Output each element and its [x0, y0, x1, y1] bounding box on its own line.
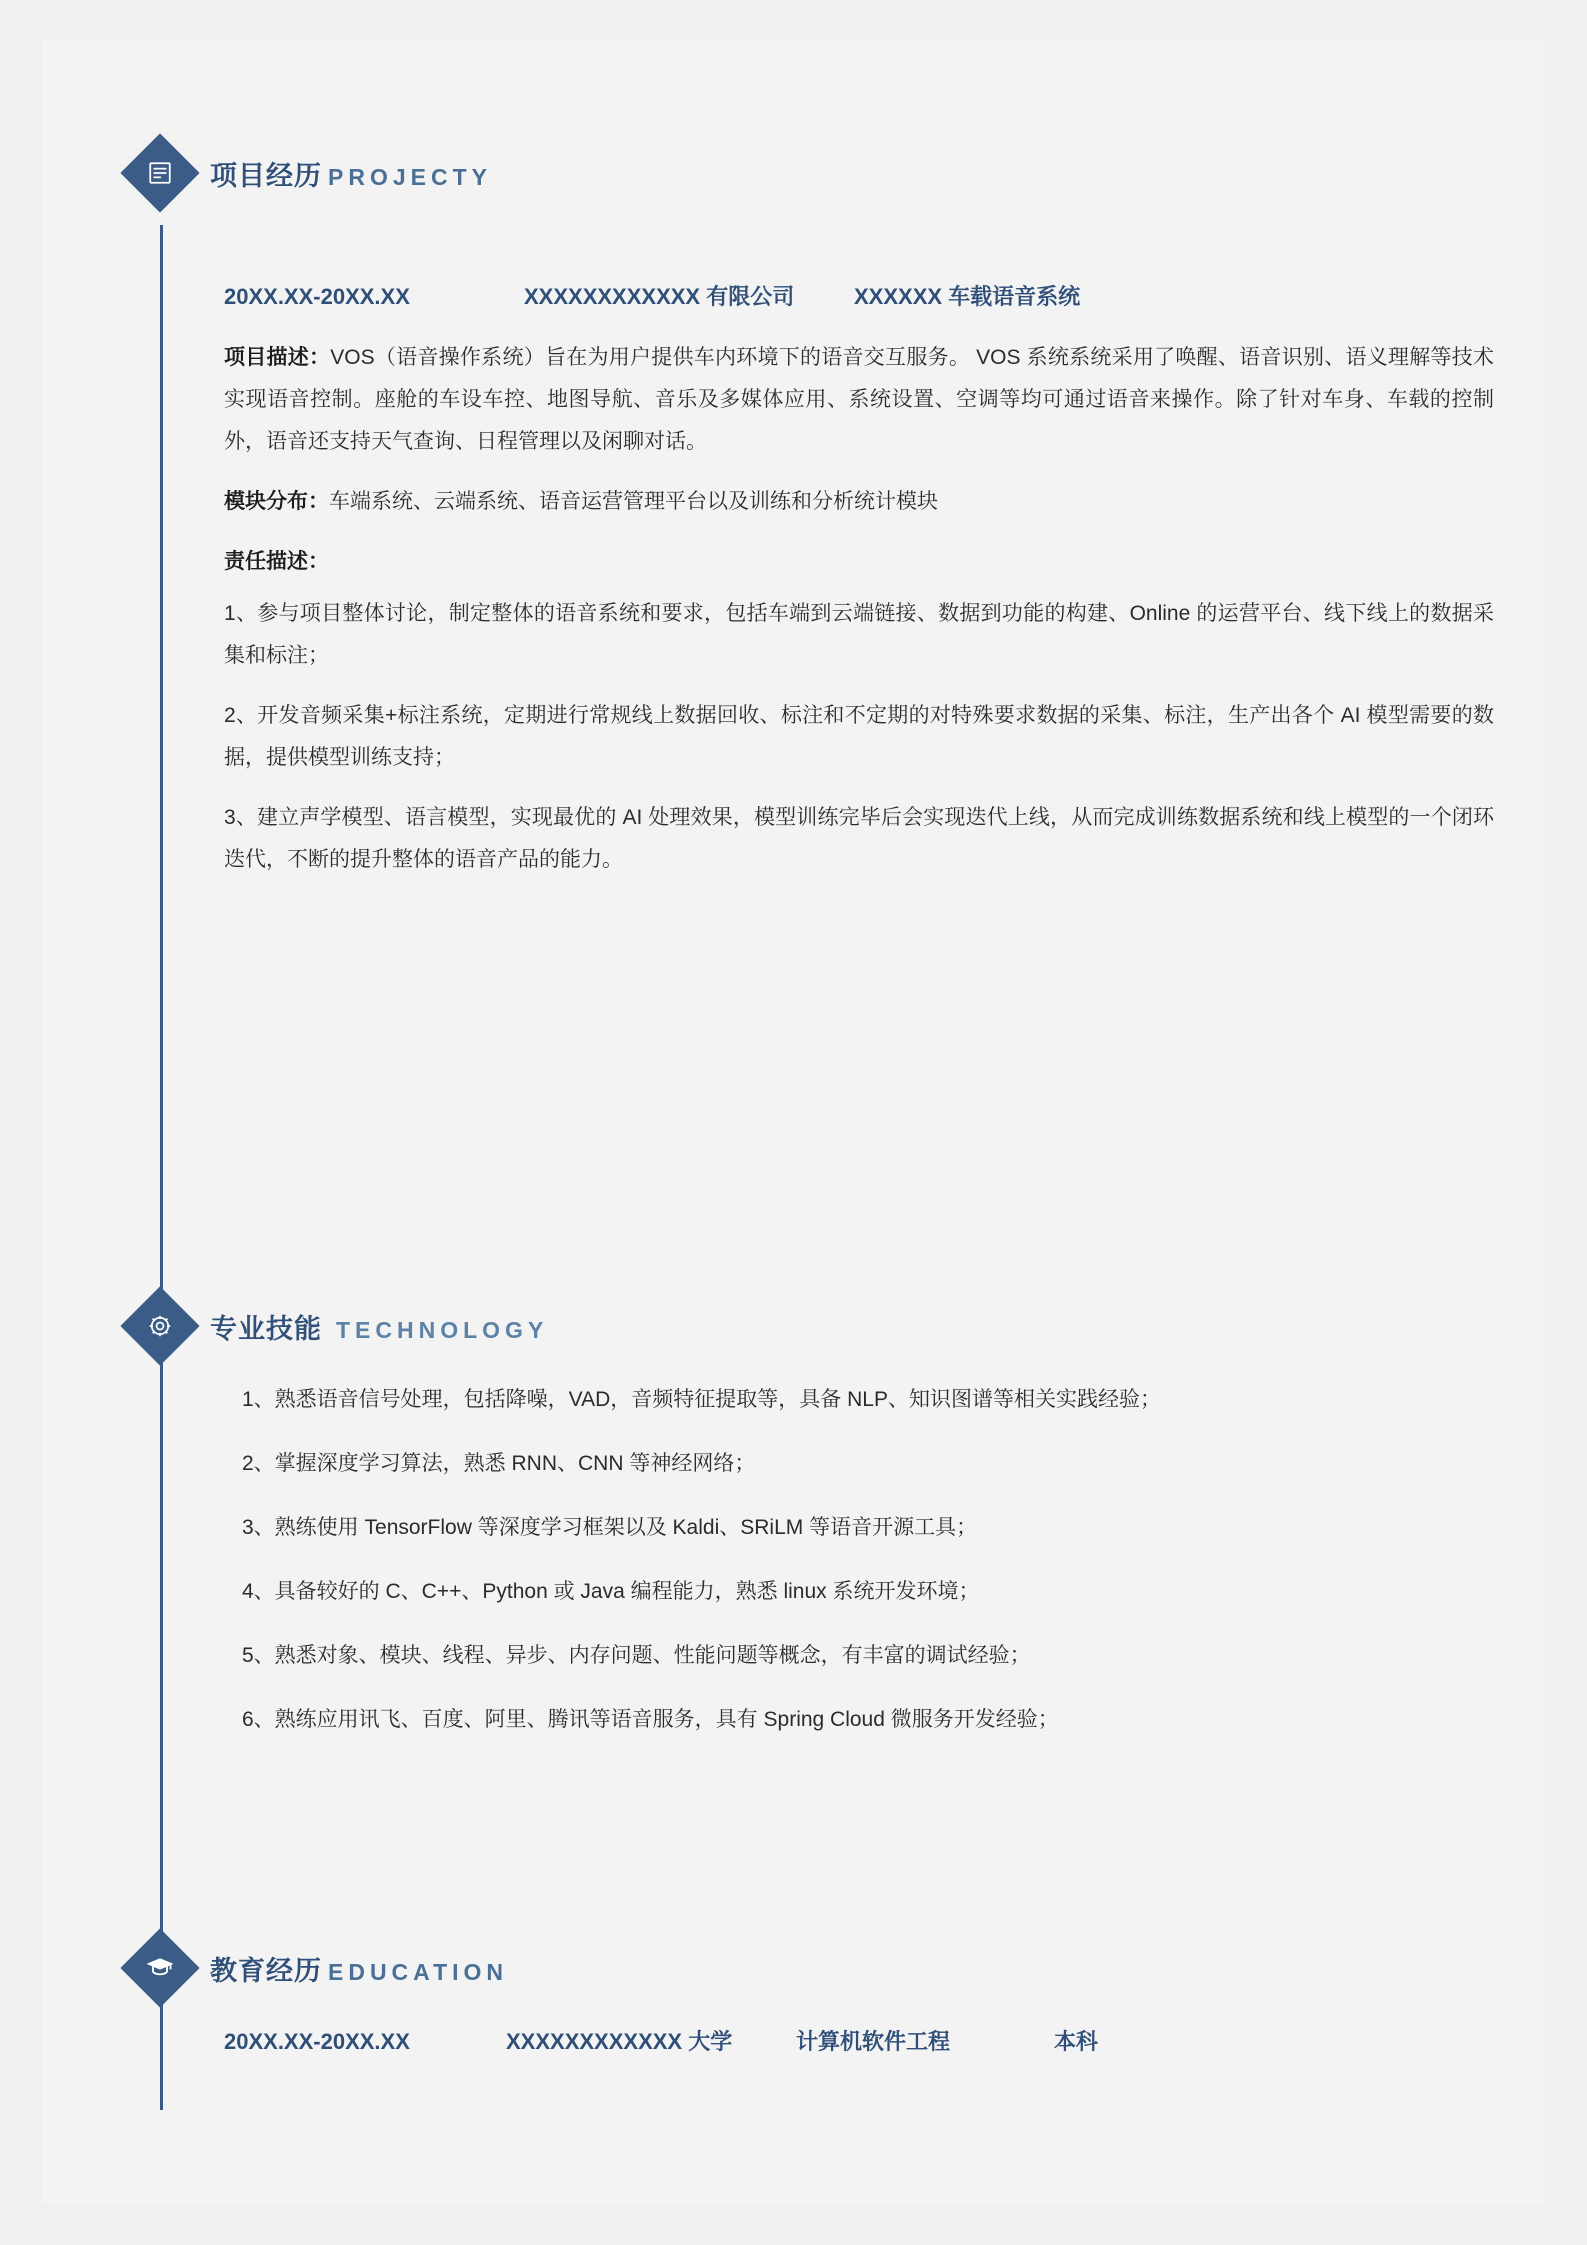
resume-sheet [42, 40, 1545, 2205]
project-duty-item: 3、建立声学模型、语言模型，实现最优的 AI 处理效果，模型训练完毕后会实现迭代上线，从而完成训练数据系统和线上模型的一个闭环迭代，不断的提升整体的语音产品的能力。 [224, 806, 1494, 871]
project-meta-row [224, 280, 1494, 311]
technology-content [224, 1380, 1494, 1764]
project-modules-text: 车端系统、云端系统、语音运营管理平台以及训练和分析统计模块 [329, 490, 938, 513]
skill-item: 1、熟悉语音信号处理，包括降噪，VAD，音频特征提取等，具备 NLP、知识图谱等相关实践经验； [242, 1388, 1161, 1411]
section-title-technology [210, 1307, 548, 1346]
project-modules-label: 模块分布： [224, 490, 329, 513]
project-date: 20XX.XX-20XX.XX [224, 284, 410, 309]
skill-item: 5、熟悉对象、模块、线程、异步、内存问题、性能问题等概念，有丰富的调试经验； [242, 1644, 1031, 1667]
section-title-en: PROJECTY [328, 163, 492, 190]
project-description-text: VOS（语音操作系统）旨在为用户提供车内环境下的语音交互服务。 VOS 系统系统采用了唤醒、语音识别、语义理解等技术实现语音控制。座舱的车设车控、地图导航、音乐及多媒体应用、系统设置、空调等均可通过语音来操作。除了针对车身、车载的控制外，语音还支持天气查询、日程管理以及闲聊对话。 [224, 346, 1494, 453]
section-header-education [160, 1940, 508, 1996]
project-name: XXXXXX 车载语音系统 [854, 284, 1081, 309]
education-row [224, 2025, 1494, 2056]
section-title-cn: 项目经历 [210, 160, 322, 191]
timeline-rail [160, 225, 163, 2110]
section-title-cn: 教育经历 [210, 1955, 322, 1986]
skill-item: 6、熟练应用讯飞、百度、阿里、腾讯等语音服务，具有 Spring Cloud 微服务开发经验； [242, 1708, 1059, 1731]
project-description [224, 337, 1494, 463]
project-duty-item: 1、参与项目整体讨论，制定整体的语音系统和要求，包括车端到云端链接、数据到功能的构建、Online 的运营平台、线下线上的数据采集和标注； [224, 602, 1494, 667]
education-content [224, 2025, 1494, 2056]
section-title-en: EDUCATION [328, 1958, 509, 1985]
section-title-project [210, 154, 492, 193]
project-modules [224, 481, 1494, 523]
section-title-education [210, 1949, 508, 1988]
skill-item: 2、掌握深度学习算法，熟悉 RNN、CNN 等神经网络； [242, 1452, 756, 1475]
document-list-icon-glyph [132, 145, 188, 201]
section-title-cn: 专业技能 [210, 1313, 322, 1344]
project-description-label: 项目描述： [224, 346, 331, 369]
project-company: XXXXXXXXXXXX 有限公司 [524, 284, 795, 309]
gear-icon [120, 1286, 199, 1365]
project-content [224, 280, 1494, 899]
education-major: 计算机软件工程 [796, 2029, 951, 2054]
education-school: XXXXXXXXXXXX 大学 [506, 2029, 733, 2054]
graduation-cap-icon [120, 1928, 199, 2007]
graduation-cap-icon-glyph [132, 1940, 188, 1996]
education-degree: 本科 [1054, 2029, 1099, 2054]
section-title-en: TECHNOLOGY [336, 1316, 549, 1343]
education-date: 20XX.XX-20XX.XX [224, 2029, 410, 2054]
project-duty-label: 责任描述： [224, 550, 329, 573]
document-list-icon [120, 133, 199, 212]
section-header-project [160, 145, 492, 201]
skill-item: 3、熟练使用 TensorFlow 等深度学习框架以及 Kaldi、SRiLM 等语音开源工具； [242, 1516, 978, 1539]
section-header-technology [160, 1298, 548, 1354]
gear-icon-glyph [132, 1298, 188, 1354]
skill-item: 4、具备较好的 C、C++、Python 或 Java 编程能力，熟悉 linux 系统开发环境； [242, 1580, 980, 1603]
project-duty-item: 2、开发音频采集+标注系统，定期进行常规线上数据回收、标注和不定期的对特殊要求数据的采集、标注，生产出各个 AI 模型需要的数据，提供模型训练支持； [224, 704, 1494, 769]
